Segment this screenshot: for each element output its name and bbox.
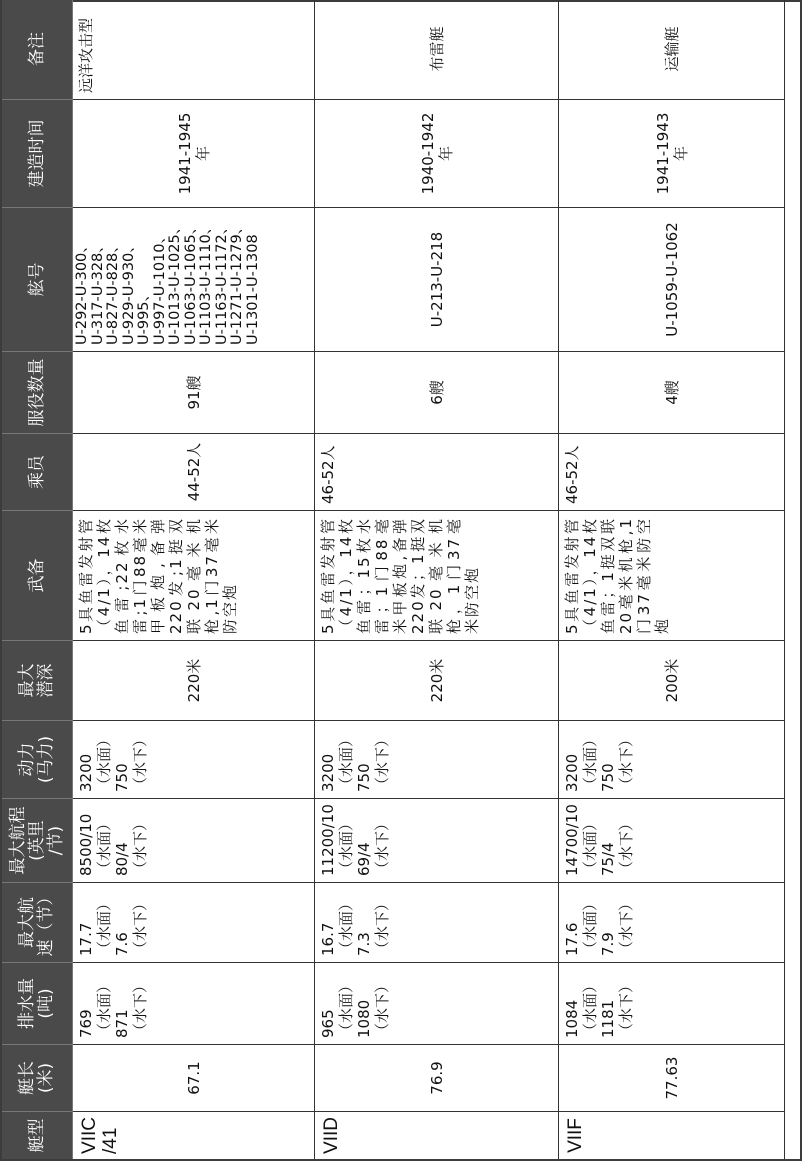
header-cell-built: 建造时间 (2, 99, 73, 207)
cell-range: 11200/10 （水面） 69/4 （水下） (315, 798, 559, 882)
cell-hull-numbers: U-1059-U-1062 (559, 207, 785, 351)
header-cell-note: 备注 (2, 0, 73, 99)
cell-note: 布雷艇 (315, 0, 559, 99)
cell-speed: 17.7 （水面） 7.6 （水下） (73, 882, 315, 962)
cell-displacement: 965 （水面） 1080 （水下） (315, 962, 559, 1044)
cell-length: 77.63 (559, 1044, 785, 1111)
cell-speed: 16.7 （水面） 7.3 （水下） (315, 882, 559, 962)
cell-speed: 17.6 （水面） 7.9 （水下） (559, 882, 785, 962)
header-cell-armament: 武备 (2, 510, 73, 640)
cell-armament: 5具鱼雷发射管（4/1），14枚鱼雷；15枚水雷；1门88毫米甲板炮,备弹220发；1挺双联20毫米机枪，1门37毫米防空炮 (315, 510, 559, 640)
cell-range: 8500/10 （水面） 80/4 （水下） (73, 798, 315, 882)
header-cell-length: 艇长 (米) (2, 1044, 73, 1111)
header-cell-hull-numbers: 舷号 (2, 207, 73, 351)
header-cell-displacement: 排水量 (吨) (2, 962, 73, 1044)
cell-armament: 5具鱼雷发射管（4/1），14枚鱼雷;22枚水雷;1门88毫米甲板炮,备弹220发;1挺双联20毫米机枪,1门37毫米防空炮 (73, 510, 315, 640)
cell-note: 远洋攻击型 (73, 0, 315, 99)
cell-displacement: 769 （水面） 871 （水下） (73, 962, 315, 1044)
cell-hull-numbers: U-292-U-300、 U-317-U-328、 U-827-U-828、 U-929-U-930、 U-995、 U-997-U-1010、 U-1013-U-1025、 U-1063-U-1065、 U-1103-U-1110、 U-1163-U-1172、 U-1271-U-1279、 U-1301-U-1308 (73, 207, 315, 351)
header-cell-depth: 最大 潜深 (2, 640, 73, 720)
cell-built: 1941-1943年 (559, 99, 785, 207)
cell-displacement: 1084 （水面） 1181 （水下） (559, 962, 785, 1044)
cell-depth: 200米 (559, 640, 785, 720)
cell-armament: 5具鱼雷发射管（4/1），14枚鱼雷；1挺双联20毫米机枪,1门37毫米防空炮 (559, 510, 785, 640)
cell-note: 运输艇 (559, 0, 785, 99)
cell-model: VIIC /41 (73, 1111, 315, 1159)
cell-count: 6艘 (315, 351, 559, 433)
cell-length: 76.9 (315, 1044, 559, 1111)
cell-crew: 46-52人 (315, 433, 559, 510)
cell-built: 1940-1942年 (315, 99, 559, 207)
cell-count: 4艘 (559, 351, 785, 433)
header-cell-speed: 最大航 速（节） (2, 882, 73, 962)
cell-model: VIIF (559, 1111, 785, 1159)
header-cell-power: 动力 (马力) (2, 720, 73, 798)
cell-depth: 220米 (73, 640, 315, 720)
header-cell-type: 艇型 (2, 1111, 73, 1159)
cell-range: 14700/10 （水面） 75/4 （水下） (559, 798, 785, 882)
cell-power: 3200 （水面） 750 （水下） (73, 720, 315, 798)
header-cell-count: 服役数量 (2, 351, 73, 433)
cell-power: 3200 （水面） 750 （水下） (559, 720, 785, 798)
header-cell-crew: 乘员 (2, 433, 73, 510)
cell-crew: 44-52人 (73, 433, 315, 510)
cell-hull-numbers: U-213-U-218 (315, 207, 559, 351)
cell-depth: 220米 (315, 640, 559, 720)
cell-model: VIID (315, 1111, 559, 1159)
header-cell-range: 最大航程 (英里 /节) (2, 798, 73, 882)
cell-crew: 46-52人 (559, 433, 785, 510)
cell-built: 1941-1945年 (73, 99, 315, 207)
cell-power: 3200 （水面） 750 （水下） (315, 720, 559, 798)
cell-length: 67.1 (73, 1044, 315, 1111)
cell-count: 91艘 (73, 351, 315, 433)
